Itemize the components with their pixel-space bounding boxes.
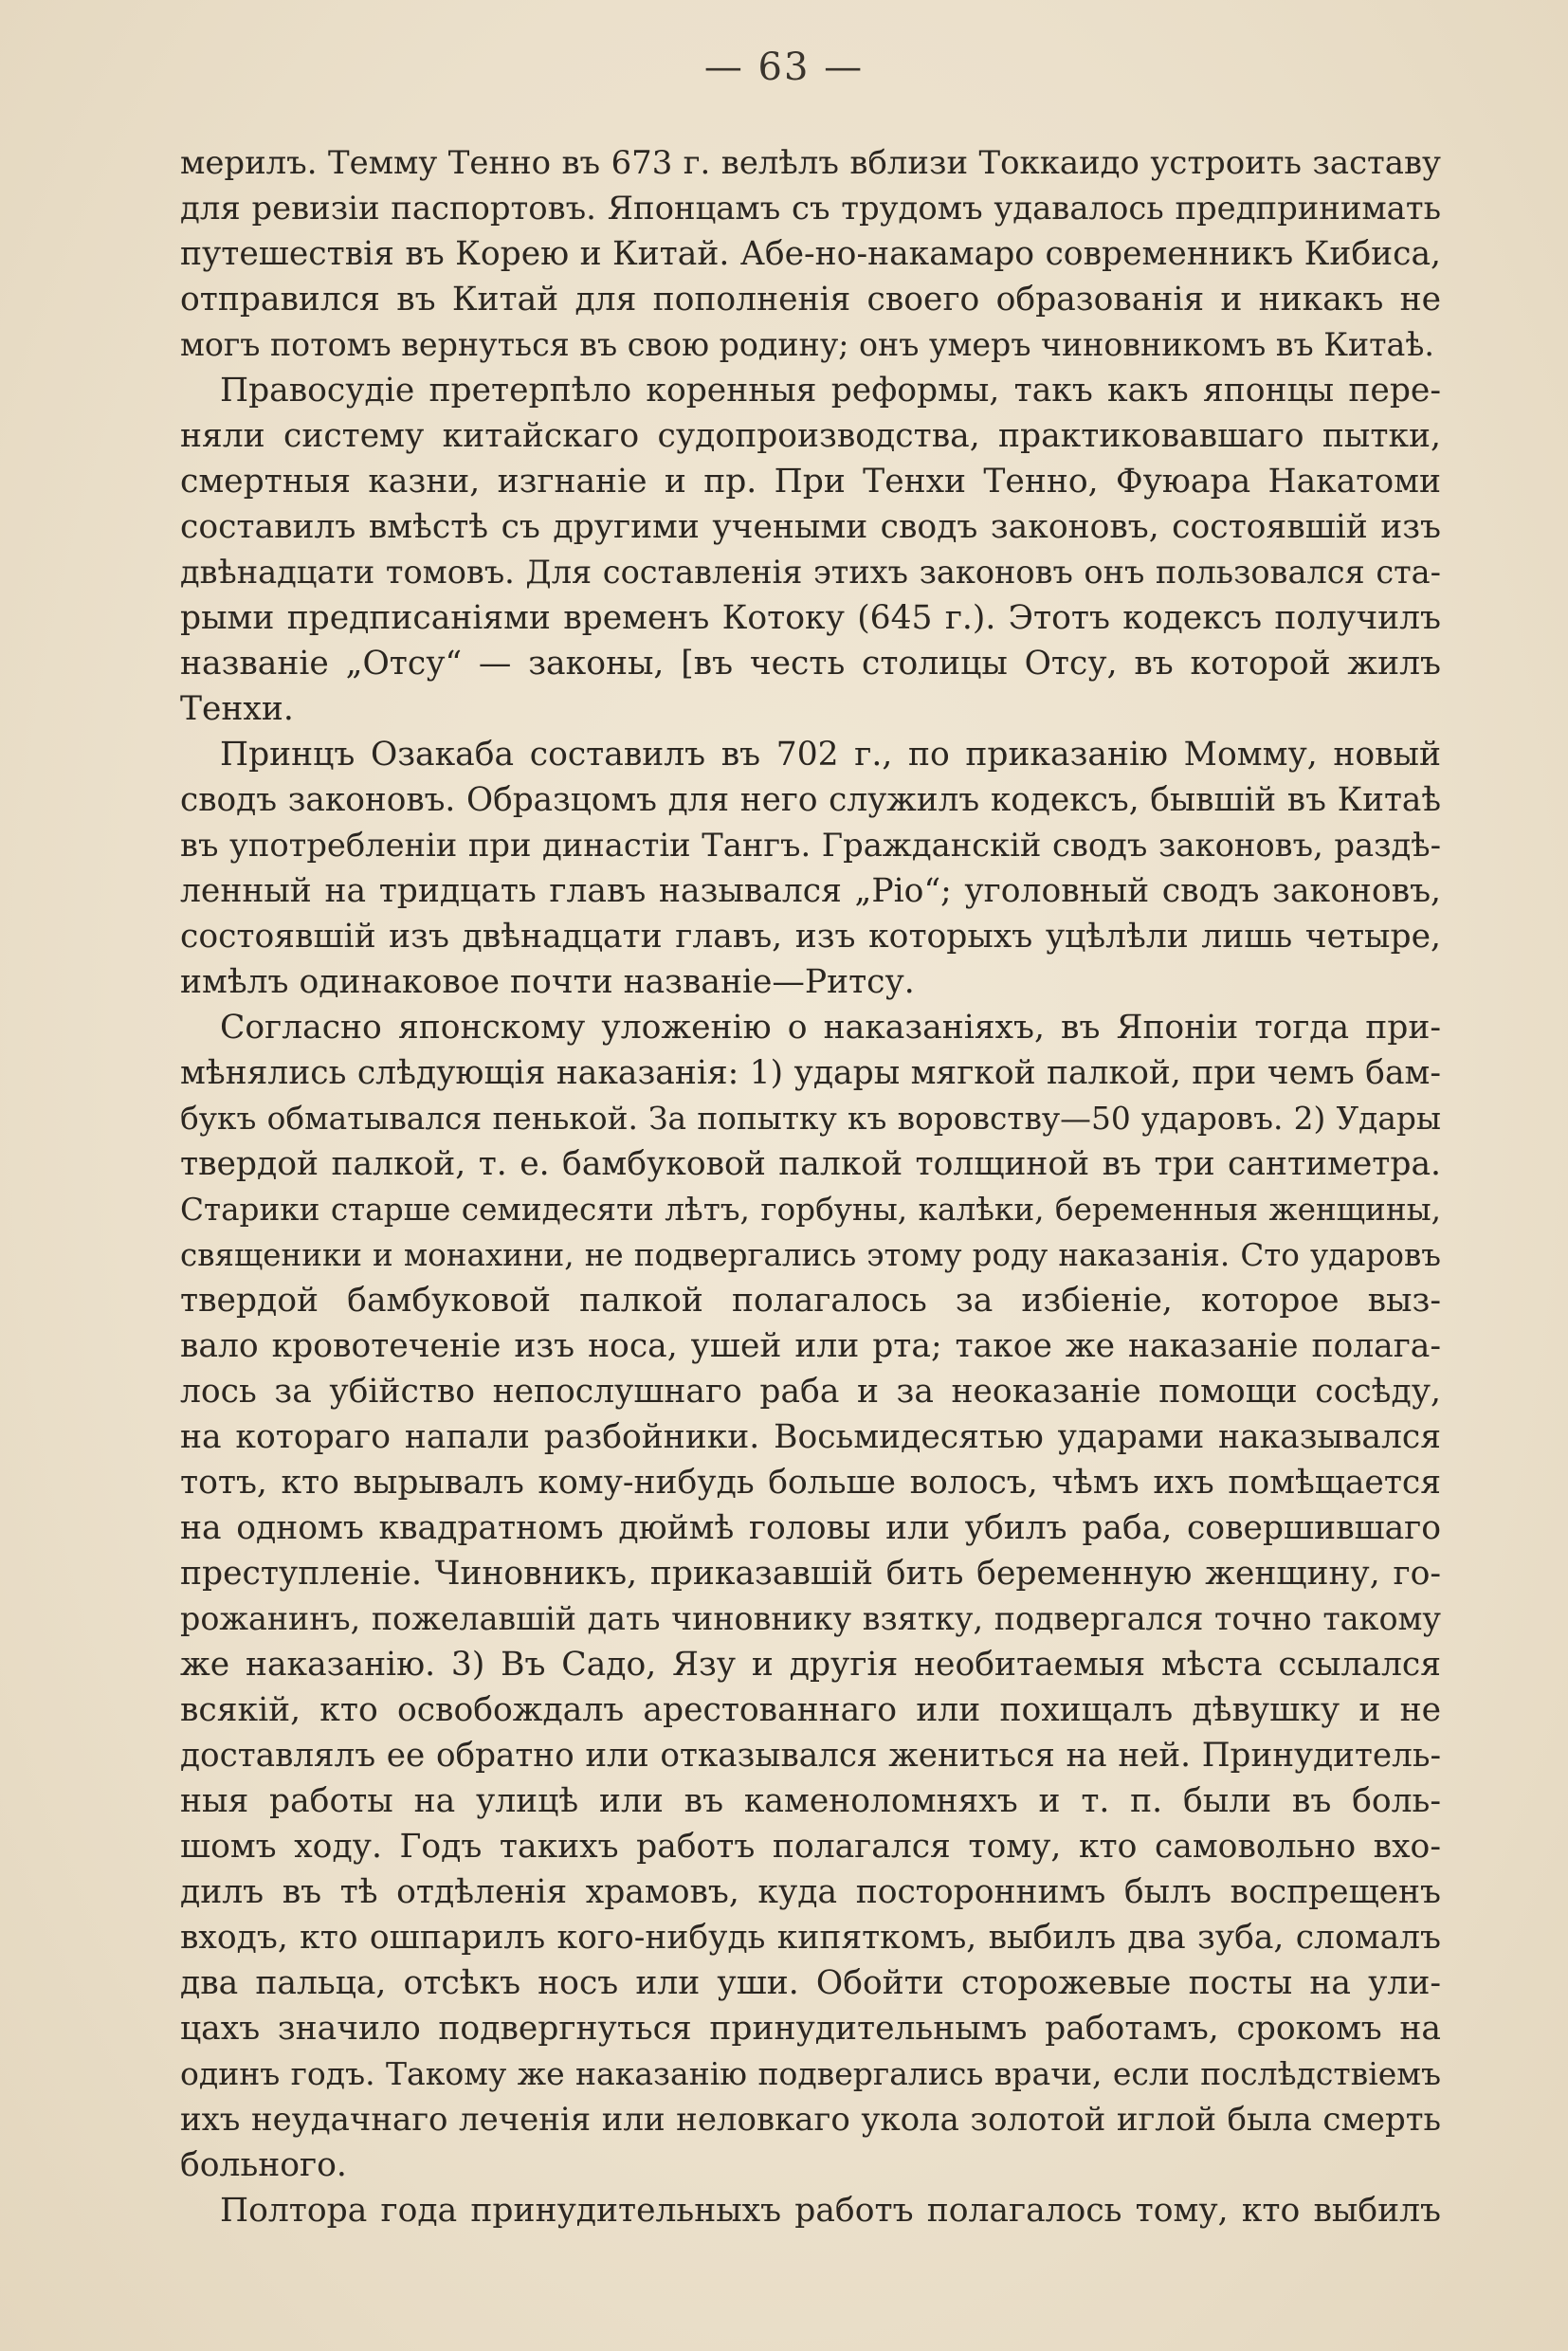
text-line: дилъ въ тѣ отдѣленія храмовъ, куда постороннимъ былъ воспрещенъ [180,1873,1441,1911]
text-line: состоявшій изъ двѣнадцати главъ, изъ которыхъ уцѣлѣли лишь четыре, [180,918,1441,956]
text-line: шомъ ходу. Годъ такихъ работъ полагался тому, кто самовольно вхо- [180,1828,1441,1866]
text-line: же наказанію. 3) Въ Садо, Язу и другія необитаемыя мѣста ссылался [180,1646,1441,1684]
text-line: священики и монахини, не подвергались этому роду наказанія. Сто ударовъ [180,1237,1441,1273]
text-line: сводъ законовъ. Образцомъ для него служилъ кодексъ, бывшій въ Китаѣ [180,781,1441,819]
text-line: больного. [180,2146,347,2184]
page-number: — 63 — [703,46,865,89]
text-line: тотъ, кто вырывалъ кому-нибудь больше волосъ, чѣмъ ихъ помѣщается [180,1464,1441,1502]
text-line: Старики старше семидесяти лѣтъ, горбуны, калѣки, беременныя женщины, [180,1192,1441,1228]
text-line: мѣнялись слѣдующія наказанія: 1) удары мягкой палкой, при чемъ бам- [180,1054,1441,1092]
text-line: составилъ вмѣстѣ съ другими учеными сводъ законовъ, состоявшій изъ [180,508,1441,546]
text-line: названіе „Отсу“ — законы, [въ честь столицы Отсу, въ которой жилъ [180,645,1441,683]
text-line: на котораго напали разбойники. Восьмидесятью ударами наказывался [180,1418,1441,1456]
text-line: няли систему китайскаго судопроизводства, практиковавшаго пытки, [180,417,1441,455]
text-line: преступленіе. Чиновникъ, приказавшій бить беременную женщину, го- [180,1555,1441,1593]
text-line: одинъ годъ. Такому же наказанію подвергались врачи, если послѣдствіемъ [180,2055,1441,2092]
text-line: имѣлъ одинаковое почти названіе—Ритсу. [180,963,915,1001]
text-line: всякій, кто освобождалъ арестованнаго или похищалъ дѣвушку и не [180,1691,1441,1729]
text-line: отправился въ Китай для пополненія своего образованія и никакъ не [180,281,1441,319]
text-line: Полтора года принудительныхъ работъ полагалось тому, кто выбилъ [220,2192,1441,2230]
text-line: мерилъ. Темму Тенно въ 673 г. велѣлъ вблизи Токкаидо устроить заставу [180,144,1441,181]
text-line: два пальца, отсѣкъ носъ или уши. Обойти сторожевые посты на ули- [180,1964,1441,2002]
text-line: ленный на тридцать главъ назывался „Ріо“; уголовный сводъ законовъ, [180,872,1441,910]
text-line: лось за убійство непослушнаго раба и за неоказаніе помощи сосѣду, [180,1373,1441,1411]
text-line: Тенхи. [180,690,294,728]
text-line: входъ, кто ошпарилъ кого-нибудь кипяткомъ, выбилъ два зуба, сломалъ [180,1919,1441,1957]
text-line: Правосудіе претерпѣло коренныя реформы, такъ какъ японцы пере- [220,372,1441,410]
text-line: вало кровотеченіе изъ носа, ушей или рта; такое же наказаніе полага- [180,1327,1441,1365]
text-line: твердой бамбуковой палкой полагалось за избіеніе, которое выз- [180,1282,1441,1320]
text-line: твердой палкой, т. е. бамбуковой палкой толщиной въ три сантиметра. [180,1145,1441,1183]
text-line: двѣнадцати томовъ. Для составленія этихъ законовъ онъ пользовался ста- [180,554,1441,591]
text-line: ныя работы на улицѣ или въ каменоломняхъ и т. п. были въ боль- [180,1782,1441,1820]
text-line: въ употребленіи при династіи Тангъ. Гражданскій сводъ законовъ, раздѣ- [180,827,1441,864]
text-line: рожанинъ, пожелавшій дать чиновнику взятку, подвергался точно такому [180,1600,1441,1637]
text-line: для ревизіи паспортовъ. Японцамъ съ трудомъ удавалось предпринимать [180,190,1441,227]
body-text [180,140,1441,2233]
text-line: рыми предписаніями временъ Котоку (645 г.). Этотъ кодексъ получилъ [180,599,1441,637]
text-line: могъ потомъ вернуться въ свою родину; онъ умеръ чиновникомъ въ Китаѣ. [180,326,1434,363]
text-line: букъ обматывался пенькой. За попытку къ воровству—50 ударовъ. 2) Удары [180,1101,1441,1137]
text-line: смертныя казни, изгнаніе и пр. При Тенхи Тенно, Фуюара Накатоми [180,463,1441,501]
text-line: Принцъ Озакаба составилъ въ 702 г., по приказанію Момму, новый [220,736,1441,774]
text-line: на одномъ квадратномъ дюймѣ головы или убилъ раба, совершившаго [180,1509,1441,1547]
text-line: доставлялъ ее обратно или отказывался жениться на ней. Принудитель- [180,1737,1441,1775]
text-line: ихъ неудачнаго леченія или неловкаго укола золотой иглой была смерть [180,2101,1441,2139]
text-line: Согласно японскому уложенію о наказаніяхъ, въ Японіи тогда при- [220,1009,1441,1047]
text-line: путешествія въ Корею и Китай. Абе-но-накамаро современникъ Кибиса, [180,235,1441,273]
text-line: цахъ значило подвергнуться принудительнымъ работамъ, срокомъ на [180,2010,1441,2048]
